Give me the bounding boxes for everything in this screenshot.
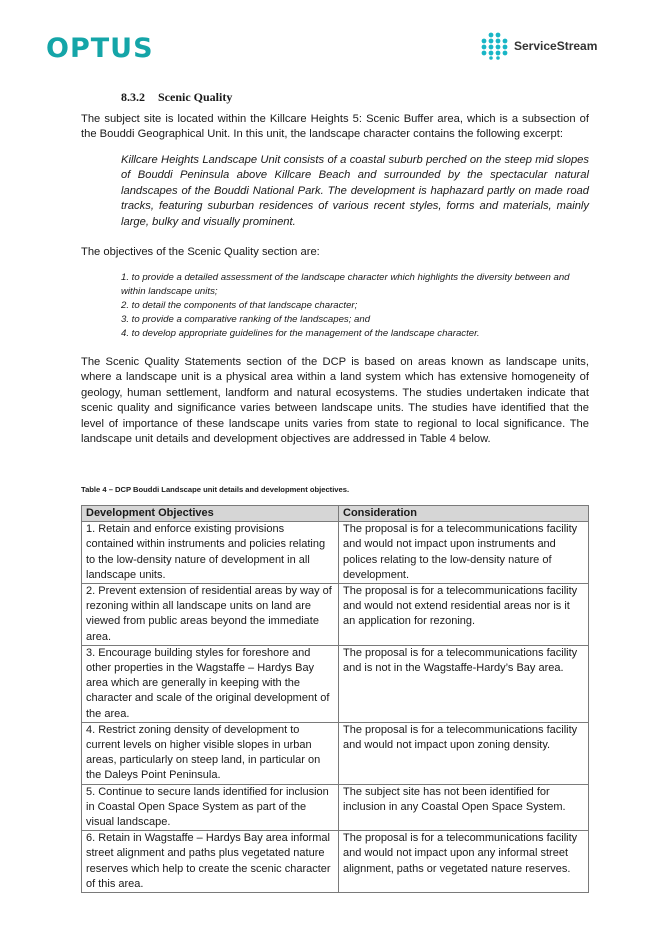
objective-item: 1. to provide a detailed assessment of the landscape character which highlights the diversity between and within landscape units; — [121, 271, 570, 297]
objective-item: 4. to develop appropriate guidelines for the management of the landscape character. — [121, 327, 480, 339]
section-title: Scenic Quality — [158, 90, 233, 104]
consideration-cell: The subject site has not been identified for inclusion in any Coastal Open Space System. — [339, 784, 589, 831]
table-row — [82, 584, 589, 646]
intro-paragraph: The subject site is located within the Killcare Heights 5: Scenic Buffer area, which is a subsection of the Bouddi Geographical Unit. In this unit, the landscape character contains the following excerpt: — [81, 112, 589, 140]
servicestream-logo — [480, 32, 597, 60]
servicestream-dots-icon — [480, 32, 510, 60]
servicestream-wordmark: ServiceStream — [514, 39, 598, 53]
consideration-cell: The proposal is for a telecommunications facility and is not in the Wagstaffe-Hardy’s Bay area. — [339, 645, 589, 722]
table-row — [82, 784, 589, 831]
table-row — [82, 831, 589, 893]
header-consideration: Consideration — [339, 506, 589, 522]
objective-cell: 1. Retain and enforce existing provisions contained within instruments and policies relating to the low-density nature of development in all landscape units. — [82, 522, 339, 584]
objective-cell: 4. Restrict zoning density of development to current levels on higher visible slopes in urban areas, particularly on steep land, in particular on the Daleys Point Peninsula. — [82, 722, 339, 784]
table-header-row — [82, 506, 589, 522]
section-heading — [121, 90, 589, 106]
objective-cell: 2. Prevent extension of residential areas by way of rezoning within all landscape units on land are viewed from public areas beyond the immediate area. — [82, 584, 339, 646]
table-caption: Table 4 – DCP Bouddi Landscape unit details and development objectives. — [81, 484, 350, 494]
consideration-cell: The proposal is for a telecommunications facility and would not impact upon zoning density. — [339, 722, 589, 784]
table-row — [82, 522, 589, 584]
consideration-cell: The proposal is for a telecommunications facility and would not impact upon instruments and polices relating to the low-density nature of development. — [339, 522, 589, 584]
objectives-list — [121, 271, 589, 341]
objectives-intro: The objectives of the Scenic Quality section are: — [81, 246, 320, 258]
consideration-cell: The proposal is for a telecommunications facility and would not impact upon any informal street alignment, paths or vegetated nature reserves. — [339, 831, 589, 893]
objective-item: 2. to detail the components of that landscape character; — [121, 299, 358, 311]
consideration-cell: The proposal is for a telecommunications facility and would not extend residential areas nor is it an application for rezoning. — [339, 584, 589, 646]
dcp-paragraph: The Scenic Quality Statements section of the DCP is based on areas known as landscape units, where a landscape unit is a physical area within a land system which has extensive homogeneity of geology, human settlement, landform and natural ecosystems. The studies undertaken indicate that scenic quality and significance varies between landscape units. The studies have identified that the level of importance of these landscape units varies from state to regional to local significance. The landscape unit details and development objectives are addressed in Table 4 below. — [81, 355, 589, 445]
objective-cell: 6. Retain in Wagstaffe – Hardys Bay area informal street alignment and paths plus vegetated nature reserves which help to create the scenic character of this area. — [82, 831, 339, 893]
table-row — [82, 722, 589, 784]
optus-logo: OPTUS — [46, 33, 154, 64]
objective-cell: 3. Encourage building styles for foreshore and other properties in the Wagstaffe – Hardys Bay area which are generally in keeping with the character and scale of the original development of the area. — [82, 645, 339, 722]
objective-cell: 5. Continue to secure lands identified for inclusion in Coastal Open Space System as part of the visual landscape. — [82, 784, 339, 831]
section-number: 8.3.2 — [121, 90, 145, 104]
objectives-table — [81, 505, 589, 893]
landscape-unit-quote: Killcare Heights Landscape Unit consists of a coastal suburb perched on the steep mid slopes of Bouddi Peninsula above Killcare Beach and surrounded by the spectacular natural landscapes of the Bouddi National Park. The development is haphazard partly on made road tracks, featuring suburban residences of various recent styles, forms and materials, mainly large, bulky and visually prominent. — [121, 153, 589, 228]
table-row — [82, 645, 589, 722]
document-body — [81, 90, 589, 893]
objective-item: 3. to provide a comparative ranking of the landscapes; and — [121, 313, 371, 325]
header-development-objectives: Development Objectives — [82, 506, 339, 522]
